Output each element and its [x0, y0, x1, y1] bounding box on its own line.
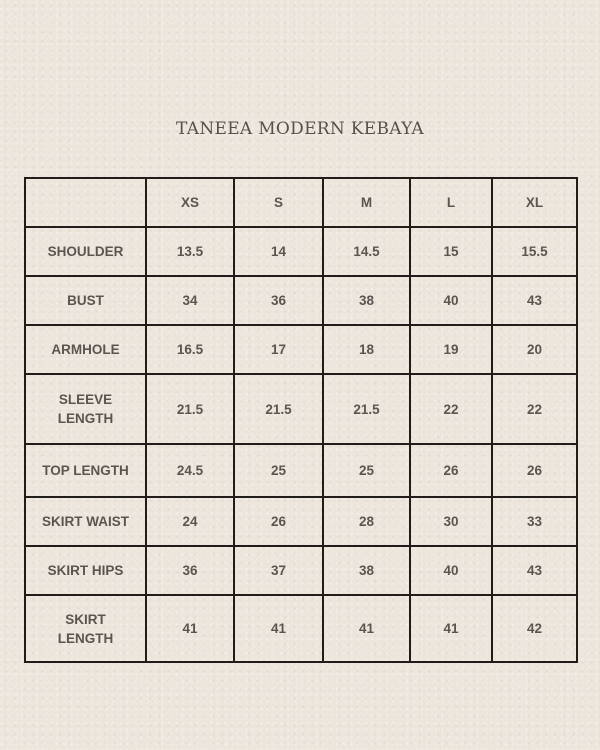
table-cell: 43 — [492, 276, 577, 325]
row-label — [25, 374, 146, 444]
table-cell: 14.5 — [323, 227, 410, 276]
table-cell: 41 — [146, 595, 234, 662]
table-header-row — [25, 178, 577, 227]
table-cell: 26 — [234, 497, 323, 546]
table-row-top-length — [25, 444, 577, 497]
table-cell: 18 — [323, 325, 410, 374]
table-cell: 13.5 — [146, 227, 234, 276]
table-cell: 15 — [410, 227, 492, 276]
column-header-xs: XS — [146, 178, 234, 227]
table-cell: 41 — [234, 595, 323, 662]
table-cell: 34 — [146, 276, 234, 325]
row-label: SHOULDER — [25, 227, 146, 276]
table-cell: 42 — [492, 595, 577, 662]
table-cell: 30 — [410, 497, 492, 546]
row-label: ARMHOLE — [25, 325, 146, 374]
row-label: TOP LENGTH — [25, 444, 146, 497]
size-chart-table — [24, 177, 578, 663]
table-cell: 24.5 — [146, 444, 234, 497]
table-cell: 16.5 — [146, 325, 234, 374]
row-label-line: LENGTH — [57, 411, 114, 426]
row-label — [25, 595, 146, 662]
table-cell: 40 — [410, 546, 492, 595]
table-cell: 37 — [234, 546, 323, 595]
table-row-armhole — [25, 325, 577, 374]
table-cell: 22 — [492, 374, 577, 444]
row-label-line: SLEEVE — [58, 392, 113, 407]
corner-cell — [25, 178, 146, 227]
table-cell: 33 — [492, 497, 577, 546]
column-header-l: L — [410, 178, 492, 227]
table-cell: 28 — [323, 497, 410, 546]
table-cell: 40 — [410, 276, 492, 325]
table-cell: 43 — [492, 546, 577, 595]
row-label: SKIRT WAIST — [25, 497, 146, 546]
table-row-shoulder — [25, 227, 577, 276]
table-cell: 36 — [234, 276, 323, 325]
row-label-line: SKIRT — [65, 611, 106, 627]
table-row-sleeve-length — [25, 374, 577, 444]
table-cell: 21.5 — [234, 374, 323, 444]
row-label: SKIRT HIPS — [25, 546, 146, 595]
table-cell: 41 — [410, 595, 492, 662]
table-cell: 15.5 — [492, 227, 577, 276]
table-cell: 22 — [410, 374, 492, 444]
table-cell: 26 — [410, 444, 492, 497]
table-row-skirt-hips — [25, 546, 577, 595]
table-row-bust — [25, 276, 577, 325]
table-cell: 36 — [146, 546, 234, 595]
page-title: TANEEA MODERN KEBAYA — [176, 119, 424, 139]
row-label-line: LENGTH — [57, 630, 114, 646]
table-cell: 26 — [492, 444, 577, 497]
column-header-xl: XL — [492, 178, 577, 227]
table-cell: 21.5 — [323, 374, 410, 444]
table-cell: 25 — [234, 444, 323, 497]
table-row-skirt-length — [25, 595, 577, 662]
table-cell: 20 — [492, 325, 577, 374]
table-cell: 24 — [146, 497, 234, 546]
column-header-s: S — [234, 178, 323, 227]
table-cell: 41 — [323, 595, 410, 662]
table-cell: 21.5 — [146, 374, 234, 444]
table-cell: 38 — [323, 276, 410, 325]
table-row-skirt-waist — [25, 497, 577, 546]
table-cell: 14 — [234, 227, 323, 276]
row-label: BUST — [25, 276, 146, 325]
table-cell: 17 — [234, 325, 323, 374]
table-cell: 38 — [323, 546, 410, 595]
table-cell: 19 — [410, 325, 492, 374]
table-cell: 25 — [323, 444, 410, 497]
column-header-m: M — [323, 178, 410, 227]
